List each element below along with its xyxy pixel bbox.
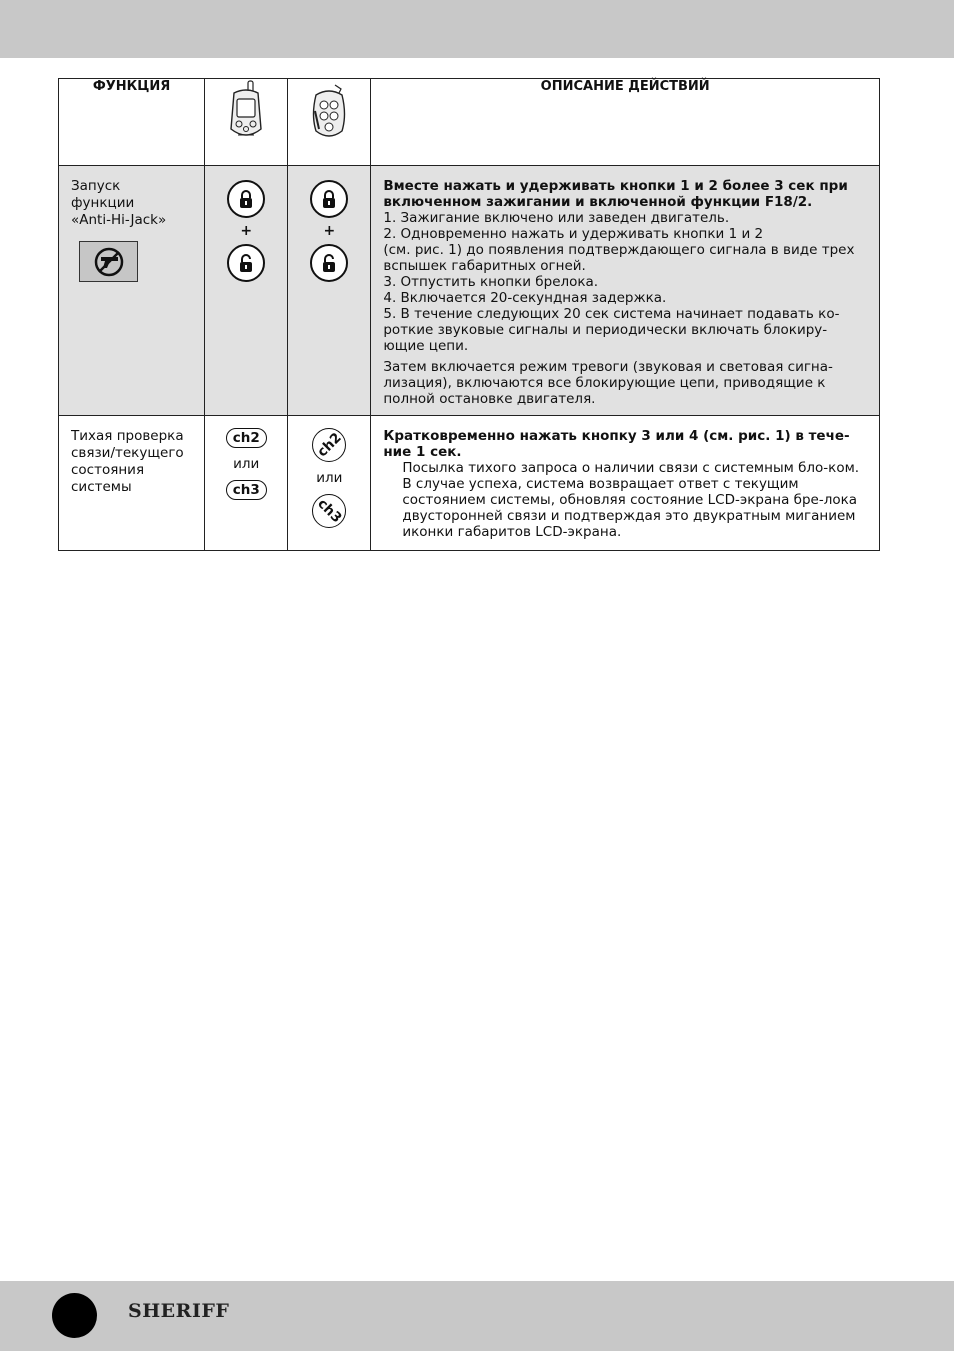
description-tail: Затем включается режим тревоги (звуковая и световая сигна-лизация), включаются все блокирующие цепи, приводящие к полной остановке двигателя. xyxy=(383,359,833,407)
plus-sign: + xyxy=(323,223,336,239)
description-cell xyxy=(371,416,880,551)
description-cell xyxy=(371,166,880,416)
ch2-button-icon xyxy=(312,428,346,462)
function-label-line: системы xyxy=(71,479,132,495)
function-label-line: Тихая проверка xyxy=(71,428,184,444)
description-lead: Вместе нажать и удерживать кнопки 1 и 2 более 3 сек при включенном зажигании и включенной функции F18/2. xyxy=(383,178,848,210)
or-label: или xyxy=(316,470,343,486)
remote-fob-keys-cell xyxy=(288,166,371,416)
unlock-button-icon xyxy=(310,244,348,282)
lock-button-icon xyxy=(310,180,348,218)
function-label-line: связи/текущего xyxy=(71,445,184,461)
description-step: 1. Зажигание включено или заведен двигатель. xyxy=(383,210,730,226)
ch3-label: ch3 xyxy=(314,495,345,527)
page-number-disc xyxy=(52,1293,97,1338)
table-header-row xyxy=(59,79,880,166)
function-cell xyxy=(59,166,205,416)
header-description: ОПИСАНИЕ ДЕЙСТВИЙ xyxy=(371,79,880,166)
description-body: Посылка тихого запроса о наличии связи с системным бло-ком. В случае успеха, система возвращает ответ с текущим состоянием системы, обновляя состояние LCD-экрана бре-лока двусторонней связи и подтверждая это двукратным миганием иконки габаритов LCD-экрана. xyxy=(402,460,860,540)
ch2-button-icon: ch2 xyxy=(226,428,267,448)
description-step: 5. В течение следующих 20 сек система начинает подавать ко-роткие звуковые сигналы и периодически включать блокиру-ющие цепи. xyxy=(383,306,840,354)
ch3-button-icon xyxy=(312,494,346,528)
description-step: (см. рис. 1) до появления подтверждающего сигнала в виде трех вспышек габаритных огней. xyxy=(383,242,855,274)
lcd-fob-keys-cell xyxy=(205,166,288,416)
header-lcd-fob-icon xyxy=(205,79,288,166)
function-label-line: функции xyxy=(71,195,135,211)
header-function: ФУНКЦИЯ xyxy=(59,79,205,166)
description-step: 2. Одновременно нажать и удерживать кнопки 1 и 2 xyxy=(383,226,764,242)
function-label-line: «Anti-Hi-Jack» xyxy=(71,212,167,228)
description-step: 3. Отпустить кнопки брелока. xyxy=(383,274,599,290)
function-label-line: Запуск xyxy=(71,178,121,194)
plus-sign: + xyxy=(240,223,253,239)
brand-logo: SHERIFF xyxy=(128,1300,230,1322)
ch2-label: ch2 xyxy=(314,429,345,461)
lcd-fob-keys-cell xyxy=(205,416,288,551)
anti-hijack-icon xyxy=(79,241,138,282)
top-band xyxy=(0,0,954,58)
table-row-silent-check xyxy=(59,416,880,551)
function-label-line: состояния xyxy=(71,462,145,478)
ch3-button-icon: ch3 xyxy=(226,480,267,500)
lock-button-icon xyxy=(227,180,265,218)
description-lead: Кратковременно нажать кнопку 3 или 4 (см. рис. 1) в тече-ние 1 сек. xyxy=(383,428,850,460)
table-row-anti-hijack xyxy=(59,166,880,416)
remote-fob-keys-cell xyxy=(288,416,371,551)
or-label: или xyxy=(233,456,260,472)
function-cell xyxy=(59,416,205,551)
description-step: 4. Включается 20-секундная задержка. xyxy=(383,290,667,306)
unlock-button-icon xyxy=(227,244,265,282)
header-remote-fob-icon xyxy=(288,79,371,166)
function-table xyxy=(58,78,880,551)
